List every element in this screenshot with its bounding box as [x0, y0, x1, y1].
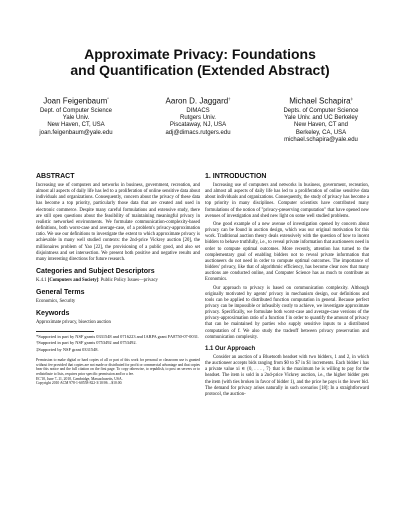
- author-email: michael.schapira@yale.edu: [284, 136, 358, 143]
- author-name: Joan Feigenbaum: [43, 96, 108, 106]
- author-feigenbaum: [30, 94, 122, 137]
- author-affiliation: New Haven, CT and: [294, 122, 348, 129]
- footnote-mark: †: [228, 96, 231, 101]
- keywords-heading: Keywords: [36, 310, 70, 318]
- author-name: Aaron D. Jaggard: [165, 96, 229, 106]
- title-line-2: and Quantification (Extended Abstract): [70, 62, 330, 78]
- subsection-paragraph: Consider an auction of a Bluetooth headset with two bidders, 1 and 2, in which the auctioneer accepts bids ranging from $0 to $7 in $1 increments. Each bidder i has a private value xi ∈ {0, . . . , 7} that is the maximum he is willing to pay for the headset. The item is sold in a 2nd-price Vickrey auction, i.e., the higher bidder gets the item (with ties broken in favor of bidder 1), and the price he pays is the lower bid. The demand for privacy arises naturally in such scenarios [18]: In a straightforward protocol, the auction-: [205, 354, 369, 397]
- author-affiliation: New Haven, CT, USA: [47, 122, 105, 129]
- left-column: [36, 172, 200, 386]
- author-affiliation: DIMACS: [186, 107, 210, 114]
- permission-text: Permission to make digital or hard copies of all or part of this work for personal or classroom use is granted without fee provided that copies are not made or distributed for profit or commercial advantage and that copies bear this notice and the full citation on the first page. To copy otherwise, to republish, to post on servers or to redistribute to lists, requires prior specific permission and/or a fee.: [36, 358, 200, 377]
- permission-notice: [36, 358, 200, 386]
- intro-paragraph: One good example of a new avenue of investigation opened by concern about privacy can be found in auction design, which was our original motivation for this work. Traditional auction theory deals extensively with the question of how to incent bidders to behave truthfully, i.e., to reveal private information that auctioneers need in order to compute optimal outcomes. More recently, attention has turned to the complementary goal of enabling bidders not to reveal private information that auctioneers do not need in order to compute optimal outcomes. The importance of bidders' privacy, like that of algorithmic efficiency, has become clear now that many auctions are conducted online, and Computer Science has as much to contribute as Economics.: [205, 221, 369, 283]
- categories-heading: Categories and Subject Descriptors: [36, 268, 155, 276]
- venue-text: EC'10, June 7–11, 2010, Cambridge, Massachusetts, USA.: [36, 376, 123, 381]
- footnote-rule: [36, 331, 94, 332]
- author-name: Michael Schapira: [289, 96, 351, 106]
- author-affiliation: Depts. of Computer Science: [283, 107, 359, 114]
- author-email: adj@dimacs.rutgers.edu: [165, 129, 231, 136]
- footnote: *Supported in part by NSF grants 0331548 and 0716223 and IARPA grant FA8750-07-0031.: [36, 333, 200, 339]
- intro-paragraph: Increasing use of computers and networks in business, government, recreation, and almost all aspects of daily life has led to a proliferation of online sensitive data about individuals and organizations. Consequently, the study of privacy has become a top priority in many disciplines. Computer scientists have contributed many formulations of the notion of "privacy-preserving computation" that have opened new avenues of investigation and shed new light on some well studied problems.: [205, 183, 369, 219]
- intro-paragraph: Our approach to privacy is based on communication complexity. Although originally motivated by agents' privacy in mechanism design, our definitions and tools can be applied to distributed function computation in general. Because perfect privacy can be impossible or infeasibly costly to achieve, we investigate approximate privacy. Specifically, we formulate both worst-case and average-case versions of the privacy-approximation ratio of a function f in order to quantify the amount of privacy that can be maintained by parties who supply sensitive inputs to a distributed computation of f. We also study the tradeoff between privacy preservation and communication complexity.: [205, 285, 369, 340]
- footnote-mark: *: [107, 96, 109, 101]
- author-email: joan.feigenbaum@yale.edu: [39, 129, 113, 136]
- footnote-mark: ‡: [350, 96, 353, 101]
- footnote: ‡Supported by NSF grant 0331548.: [36, 346, 99, 352]
- intro-heading: 1. INTRODUCTION: [205, 173, 267, 180]
- author-affiliation: Dept. of Computer Science: [39, 107, 113, 114]
- author-affiliation: Piscataway, NJ, USA: [169, 122, 227, 129]
- right-column: [205, 172, 369, 400]
- title-line-1: Approximate Privacy: Foundations: [84, 46, 316, 62]
- subsection-heading: 1.1 Our Approach: [205, 345, 256, 352]
- author-schapira: [274, 94, 368, 144]
- paper-title: [0, 46, 400, 78]
- author-jaggard: [152, 94, 244, 137]
- terms-heading: General Terms: [36, 289, 85, 297]
- footnote: †Supported in part by NSF grants 0753492 and 0753492.: [36, 340, 137, 346]
- abstract-text: Increasing use of computers and networks in business, government, recreation, and almost all aspects of daily life has led to a proliferation of online sensitive data about individuals and organizations. Consequently, concern about the privacy of these data has become a top priority, particularly those data that are created and used in electronic commerce. Despite many careful formulations and extensive study, there are still open questions about the feasibility of maintaining meaningful privacy in realistic networked environments. We formulate communication-complexity-based definitions, both worst-case and average-case, of a problem's privacy-approximation ratio. We use our definitions to investigate the extent to which approximate privacy is achievable in many well studied contexts: the 2nd-price Vickrey auction [20], the millionaires problem of Yao [22], the provisioning of a public good, and also set disjointness and set intersection. We present both positive and negative results and many interesting directions for future research.: [36, 183, 200, 262]
- author-affiliation: Rutgers Univ.: [180, 114, 216, 121]
- categories-text: K.4.1 [Computers and Society]: Public Policy Issues—privacy: [36, 278, 158, 284]
- author-affiliation: Berkeley, CA, USA: [295, 129, 347, 136]
- author-affiliation: Yale Univ. and UC Berkeley: [284, 114, 358, 121]
- terms-text: Economics, Security: [36, 299, 76, 305]
- copyright-text: Copyright 2010 ACM 978-1-60558-822-3/10/06 ...$10.00.: [36, 381, 123, 386]
- author-affiliation: Yale Univ.: [62, 114, 90, 121]
- keywords-text: Approximate privacy, bisection auction: [36, 320, 111, 326]
- abstract-heading: ABSTRACT: [36, 173, 75, 180]
